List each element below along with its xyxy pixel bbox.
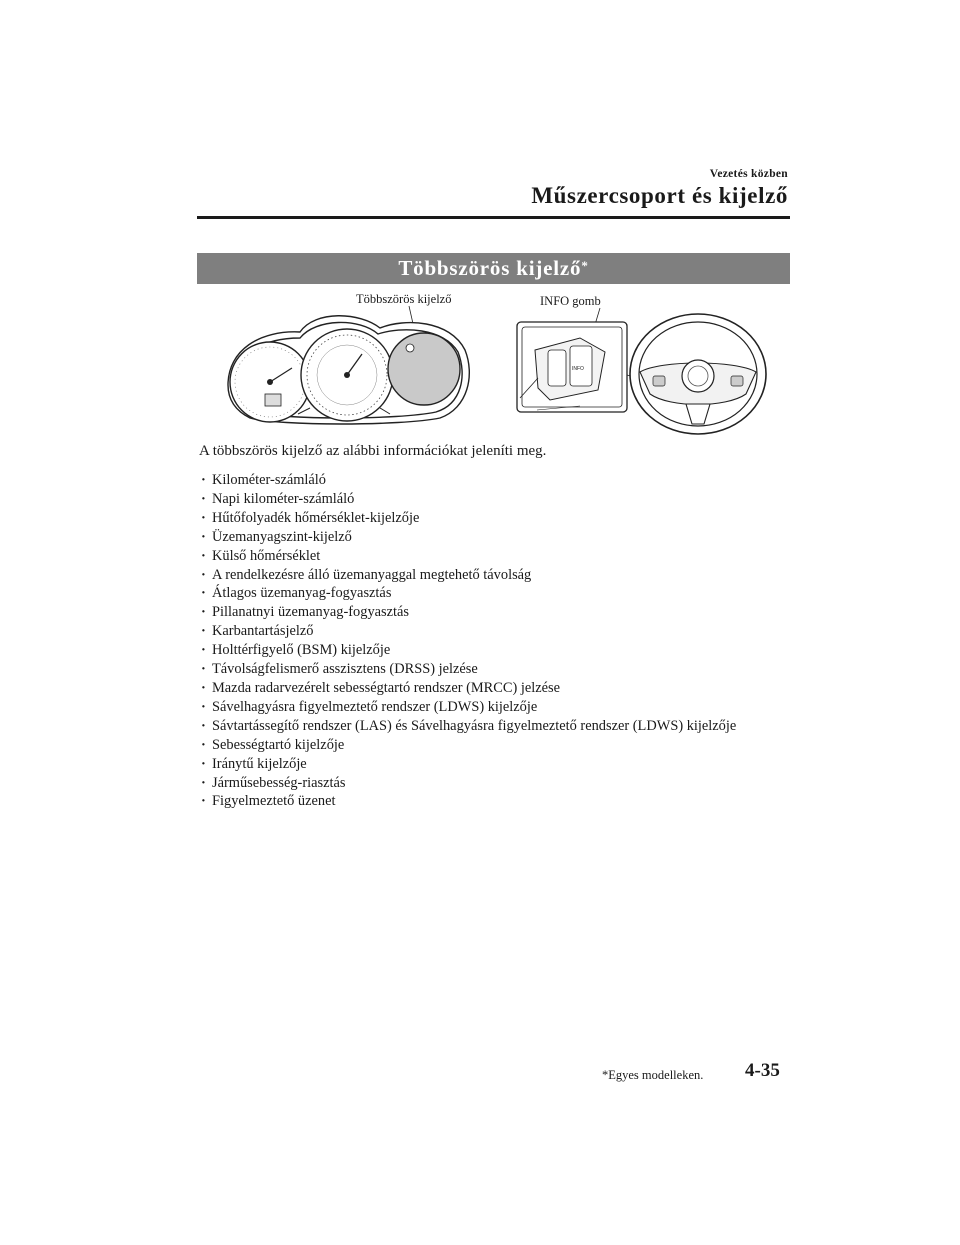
footnote: *Egyes modelleken. [602, 1068, 704, 1082]
bullet: · [201, 509, 206, 526]
page-title: Műszercsoport és kijelző [531, 183, 788, 208]
list-item: · Iránytű kijelzője [201, 755, 307, 772]
list-item: · Üzemanyagszint-kijelző [201, 528, 352, 545]
bullet: · [201, 566, 206, 583]
label-info-button: INFO gomb [540, 294, 601, 308]
list-item: · Átlagos üzemanyag-fogyasztás [201, 585, 392, 602]
bullet: · [201, 717, 206, 734]
bullet: · [201, 698, 206, 715]
bullet: · [201, 774, 206, 791]
bullet: · [201, 604, 206, 621]
bullet: · [201, 642, 206, 659]
list-item: · Sebességtartó kijelzője [201, 736, 345, 753]
section-heading: Vezetés közben [709, 168, 788, 180]
header-rule [197, 216, 790, 219]
multi-information-display [388, 333, 460, 405]
bullet: · [201, 472, 206, 488]
section-banner [197, 253, 790, 284]
list-item: · Holttérfigyelő (BSM) kijelzője [201, 642, 391, 659]
list-item: · Sávtartássegítő rendszer (LAS) és Sávelhagyásra figyelmeztető rendszer (LDWS) kijelzője [201, 717, 737, 734]
list-item: · Kilométer-számláló [201, 472, 326, 488]
bullet: · [201, 547, 206, 564]
info-button-text: INFO [572, 366, 584, 372]
bullet: · [201, 661, 206, 678]
list-item: · Karbantartásjelző [201, 623, 314, 640]
page-number: 4-35 [745, 1060, 780, 1081]
bullet: · [201, 490, 206, 507]
list-item: · Sávelhagyásra figyelmeztető rendszer (LDWS) kijelzője [201, 698, 538, 715]
list-item: · Járműsebesség-riasztás [201, 774, 346, 791]
list-item: · Figyelmeztető üzenet [201, 793, 336, 810]
feature-list [201, 471, 772, 811]
bullet: · [201, 679, 206, 696]
banner-title: Többszörös kijelző [398, 256, 582, 280]
bullet: · [201, 793, 206, 810]
label-multi-display: Többszörös kijelző [356, 292, 452, 306]
bullet: · [201, 528, 206, 545]
bullet: · [201, 755, 206, 772]
list-item: · Távolságfelismerő asszisztens (DRSS) jelzése [201, 661, 478, 678]
bullet: · [201, 585, 206, 602]
tachometer-gauge [230, 342, 310, 422]
steering-wheel [630, 314, 766, 434]
bullet: · [201, 736, 206, 753]
list-item: · A rendelkezésre álló üzemanyaggal megtehető távolság [201, 566, 532, 583]
steering-switch-inset [517, 322, 627, 412]
list-item: · Napi kilométer-számláló [201, 490, 355, 507]
list-item: · Hűtőfolyadék hőmérséklet-kijelzője [201, 509, 420, 526]
list-item: · Mazda radarvezérelt sebességtartó rendszer (MRCC) jelzése [201, 679, 561, 696]
list-item: · Külső hőmérséklet [201, 547, 321, 564]
intro-text: A többszörös kijelző az alábbi információkat jeleníti meg. [199, 443, 547, 459]
list-item: · Pillanatnyi üzemanyag-fogyasztás [201, 604, 410, 621]
bullet: · [201, 623, 206, 640]
instrument-figure [220, 290, 790, 440]
instrument-cluster-illustration [220, 290, 790, 440]
speedometer-gauge [301, 329, 393, 421]
banner-marker: * [581, 257, 589, 273]
